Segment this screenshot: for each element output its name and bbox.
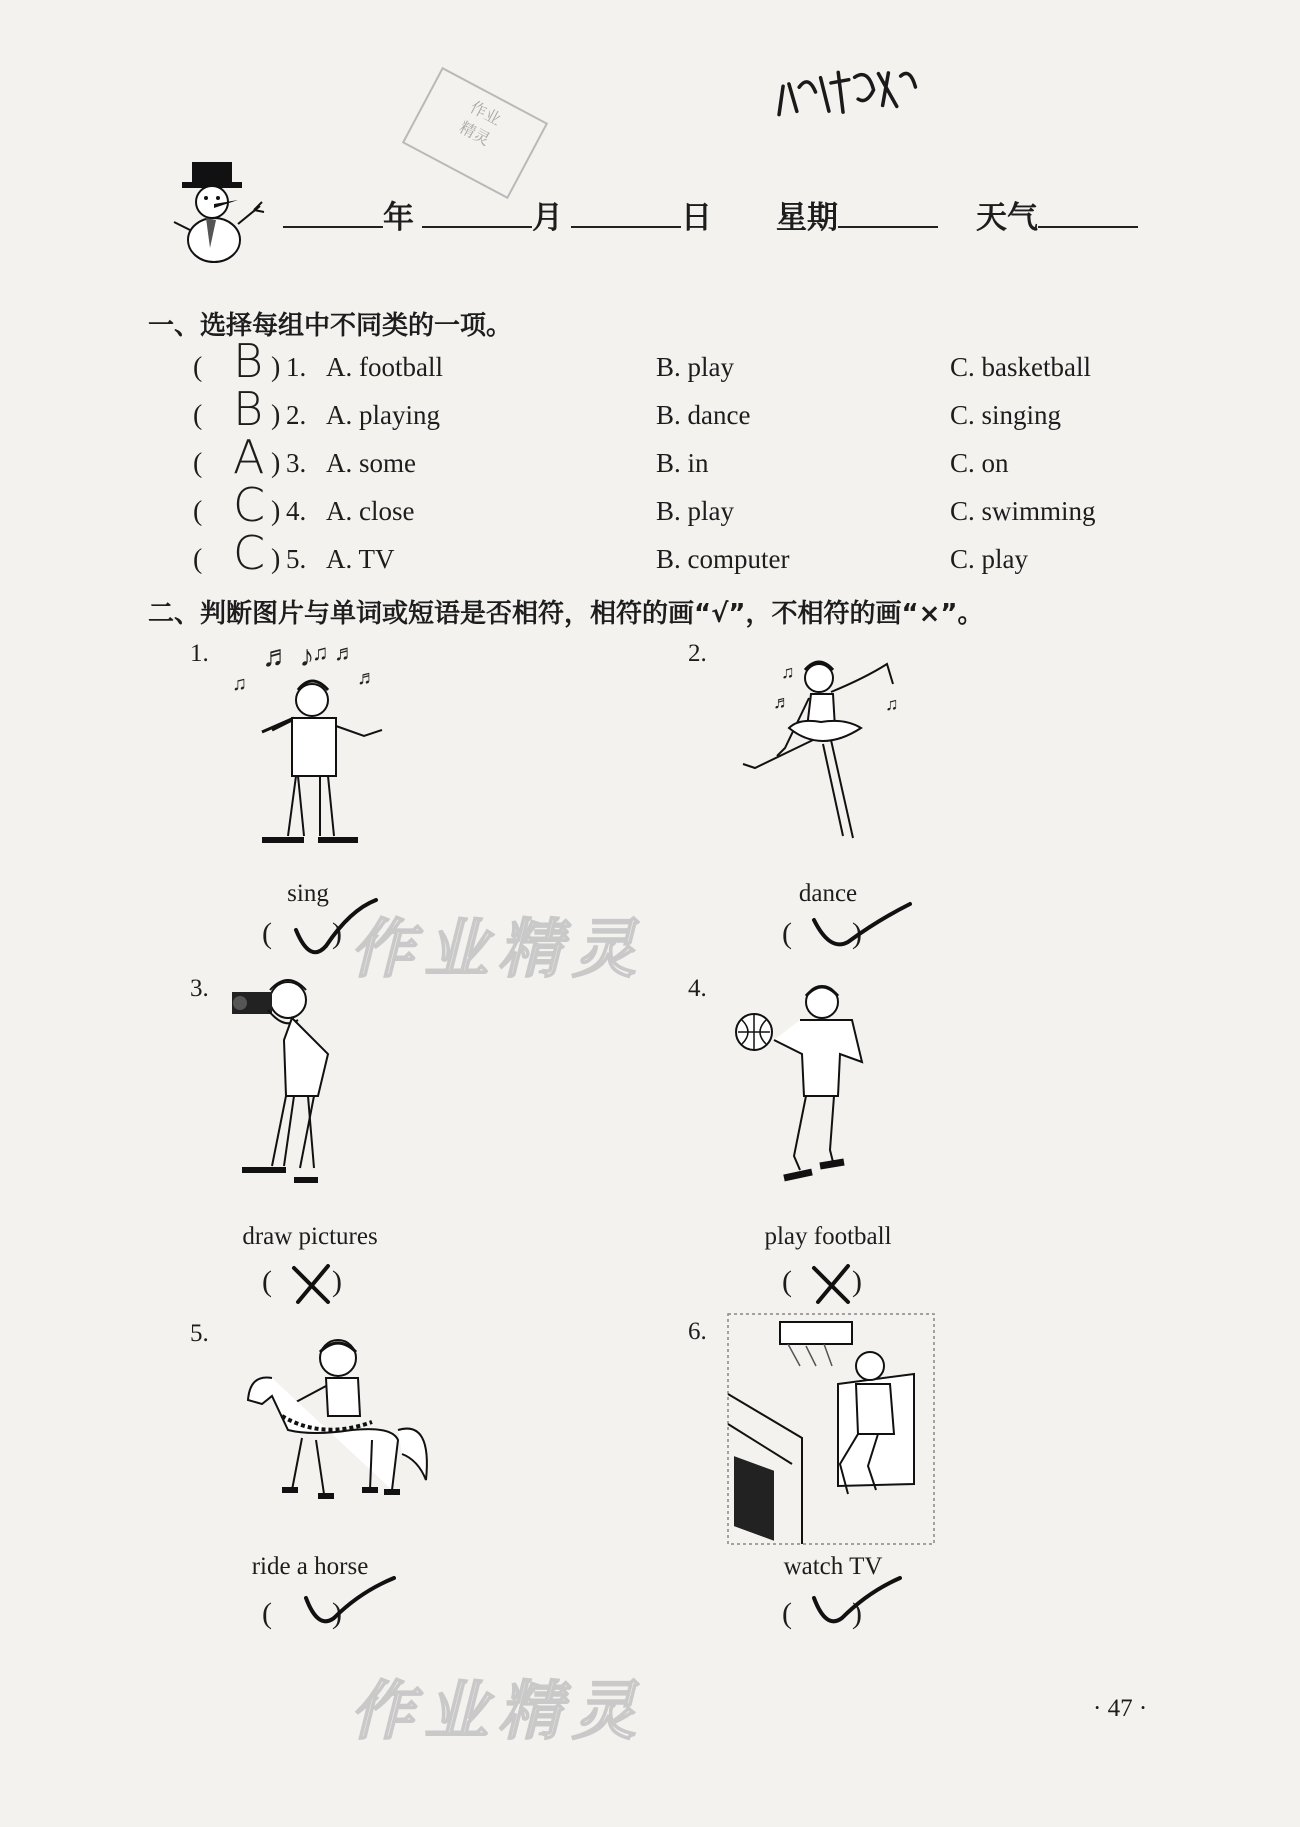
close-paren: ) (271, 496, 281, 527)
date-weather-line (283, 192, 1153, 237)
weekday-blank[interactable] (838, 198, 938, 228)
basketball-player-illustration (734, 980, 884, 1200)
judgement-paren: ( ) (782, 1597, 862, 1630)
question-row (193, 430, 1123, 492)
caption: play football (764, 1223, 892, 1250)
option-c: C. basketball (950, 352, 1091, 382)
option-b: B. in (656, 448, 709, 478)
question-number: 1. (286, 352, 307, 382)
cross-mark-icon[interactable] (810, 1262, 854, 1311)
logo-handwritten-mark (768, 57, 922, 127)
item-number: 1. (190, 640, 209, 667)
judgement-paren: ( ) (262, 1597, 342, 1630)
caption: watch TV (783, 1553, 883, 1580)
judgement-paren: ( ) (262, 1265, 342, 1298)
year-blank[interactable] (283, 198, 383, 228)
photographer-illustration (228, 970, 378, 1205)
tv-watching-illustration (728, 1314, 934, 1549)
close-paren: ) (271, 352, 281, 383)
caption: sing (287, 880, 329, 907)
caption: draw pictures (242, 1223, 378, 1250)
option-c: C. singing (950, 400, 1062, 430)
section2-title: 二、判断图片与单词或短语是否相符，相符的画“√”，不相符的画“×”。 (148, 599, 984, 629)
watermark: 作业精灵 (350, 1675, 646, 1749)
question-number: 2. (286, 400, 307, 430)
svg-text:♫: ♫ (885, 694, 899, 714)
weather-blank[interactable] (1038, 198, 1138, 228)
section1-title: 一、选择每组中不同类的一项。 (148, 311, 513, 341)
dancer-illustration (735, 648, 915, 853)
answer-mark[interactable]: C (233, 478, 266, 532)
svg-text:♬ ♪: ♬ ♪ (262, 640, 315, 673)
item-number: 5. (190, 1320, 209, 1347)
svg-text:♬: ♬ (773, 692, 791, 712)
horse-rider-illustration (242, 1330, 442, 1525)
option-c: C. play (950, 544, 1028, 574)
option-b: B. computer (656, 544, 790, 574)
question-number: 5. (286, 544, 307, 574)
answer-mark[interactable]: B (233, 382, 264, 436)
logo-handwritten (768, 57, 923, 138)
caption: ride a horse (251, 1553, 369, 1580)
page-number: · 47 · (1093, 1695, 1148, 1722)
weekday-label: 星期 (776, 200, 838, 236)
question-row (193, 334, 1123, 396)
singer-illustration (232, 640, 392, 860)
item-number: 3. (190, 975, 209, 1002)
option-a: A. football (326, 352, 443, 382)
open-paren: ( (193, 352, 203, 383)
watermark: 作业精灵 (350, 913, 646, 987)
option-b: B. play (656, 352, 734, 382)
item-number: 4. (688, 975, 707, 1002)
close-paren: ) (271, 544, 281, 575)
open-paren: ( (193, 448, 203, 479)
option-a: A. playing (326, 400, 440, 430)
item-number: 6. (688, 1318, 707, 1345)
check-mark-icon[interactable] (300, 1572, 400, 1637)
option-a: A. close (326, 496, 415, 526)
day-label: 日 (681, 200, 712, 236)
svg-text:♫ ♬: ♫ ♬ (312, 640, 356, 665)
open-paren: ( (193, 400, 203, 431)
question-number: 4. (286, 496, 307, 526)
day-blank[interactable] (571, 198, 681, 228)
svg-text:♬: ♬ (357, 667, 377, 689)
close-paren: ) (271, 400, 281, 431)
svg-text:♫: ♫ (781, 662, 795, 682)
question-row (193, 526, 1123, 588)
item-number: 2. (688, 640, 707, 667)
svg-text:♫: ♫ (232, 673, 247, 695)
month-blank[interactable] (422, 198, 532, 228)
cross-mark-icon[interactable] (290, 1262, 334, 1311)
open-paren: ( (193, 496, 203, 527)
weather-label: 天气 (976, 200, 1038, 236)
question-row (193, 382, 1123, 444)
snowman-icon (170, 150, 270, 270)
question-number: 3. (286, 448, 307, 478)
judgement-paren: ( ) (782, 1265, 862, 1298)
year-label: 年 (383, 200, 414, 236)
option-c: C. swimming (950, 496, 1096, 526)
answer-mark[interactable]: A (233, 430, 265, 484)
option-b: B. dance (656, 400, 751, 430)
open-paren: ( (193, 544, 203, 575)
check-mark-icon[interactable] (808, 1572, 908, 1637)
close-paren: ) (271, 448, 281, 479)
check-mark-icon[interactable] (808, 898, 918, 963)
option-a: A. TV (326, 544, 395, 574)
option-a: A. some (326, 448, 416, 478)
caption: dance (798, 880, 858, 907)
stamp-seal (402, 67, 548, 199)
judgement-paren: ( ) (782, 917, 862, 950)
option-b: B. play (656, 496, 734, 526)
judgement-paren: ( ) (262, 917, 342, 950)
stamp-text: 作业 精灵 (456, 97, 505, 150)
option-c: C. on (950, 448, 1009, 478)
answer-mark[interactable]: B (233, 334, 264, 388)
month-label: 月 (532, 200, 563, 236)
question-row (193, 478, 1123, 540)
answer-mark[interactable]: C (233, 526, 266, 580)
